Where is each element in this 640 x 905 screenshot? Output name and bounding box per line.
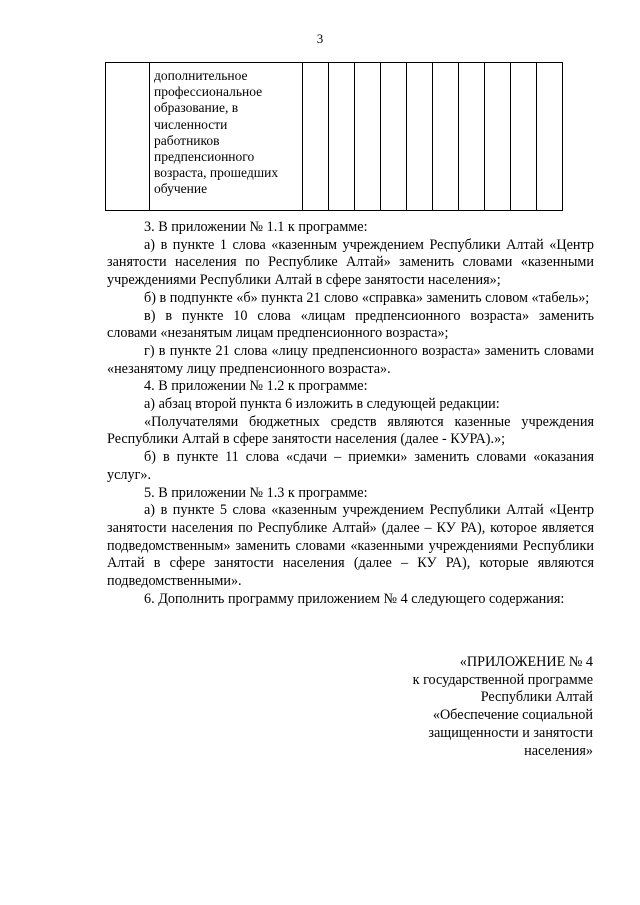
paragraph: а) абзац второй пункта 6 изложить в следующей редакции: — [144, 396, 500, 413]
document-body — [107, 219, 594, 608]
paragraph: а) в пункте 5 слова «казенным учреждением Республики Алтай «Центр занятости населения по Республике Алтай» (далее – КУ РА), которое является подведомственным» заменить словами «казенными учреждениями Республики Алтай в сфере занятости населения (далее – КУ РА), которые являются подведомственными». — [107, 502, 594, 590]
table-cell-empty — [303, 63, 329, 211]
table-cell-number — [106, 63, 150, 211]
page-number: 3 — [316, 31, 324, 46]
indicator-line: обучение — [154, 181, 208, 197]
table-cell-empty — [459, 63, 485, 211]
paragraph: 5. В приложении № 1.3 к программе: — [144, 484, 368, 501]
table-cell-empty — [511, 63, 537, 211]
table-cell-empty — [537, 63, 563, 211]
paragraph: «Получателями бюджетных средств являются казенные учреждения Республики Алтай в сфере занятости населения (далее - КУРА).»; — [107, 413, 594, 448]
indicator-line: образование, в — [154, 100, 239, 116]
paragraph: б) в подпункте «б» пункта 21 слово «справка» заменить словом «табель»; — [144, 289, 590, 306]
table-cell-empty — [355, 63, 381, 211]
paragraph: 6. Дополнить программу приложением № 4 следующего содержания: — [144, 590, 565, 607]
paragraph: в) в пункте 10 слова «лицам предпенсионного возраста» заменить словами «незанятым лицам предпенсионного возраста»; — [107, 307, 594, 342]
indicator-line: численности — [154, 116, 228, 132]
table-cell-empty — [407, 63, 433, 211]
indicator-line: работников — [154, 132, 220, 148]
continued-table-fragment — [105, 62, 563, 211]
table-cell-empty — [329, 63, 355, 211]
table-cell-empty — [433, 63, 459, 211]
appendix-line: к государственной программе — [412, 671, 593, 688]
appendix-line: населения» — [524, 742, 593, 759]
table-cell-empty — [381, 63, 407, 211]
paragraph: б) в пункте 11 слова «сдачи – приемки» заменить словами «оказания услуг». — [107, 449, 594, 483]
indicator-line: возраста, прошедших — [154, 165, 279, 181]
appendix-line: защищенности и занятости — [428, 724, 593, 741]
indicator-line: дополнительное — [154, 68, 248, 83]
paragraph: г) в пункте 21 слова «лицу предпенсионного возраста» заменить словами «незанятому лицу предпенсионного возраста». — [107, 342, 594, 377]
paragraph: 3. В приложении № 1.1 к программе: — [144, 219, 368, 235]
paragraph: 4. В приложении № 1.2 к программе: — [144, 378, 368, 395]
appendix-line: «ПРИЛОЖЕНИЕ № 4 — [459, 654, 593, 670]
appendix-line: «Обеспечение социальной — [432, 707, 593, 724]
paragraph: а) в пункте 1 слова «казенным учреждением Республики Алтай «Центр занятости населения по Республике Алтай» заменить словами «казенными учреждениями Республики Алтай в сфере занятости населения»; — [107, 236, 594, 289]
appendix-heading — [413, 654, 593, 760]
table-cell-empty — [485, 63, 511, 211]
indicator-line: профессиональное — [154, 84, 263, 100]
appendix-line: Республики Алтай — [480, 689, 593, 706]
table-cell-indicator — [150, 63, 303, 211]
table-row — [106, 63, 563, 211]
indicator-line: предпенсионного — [154, 149, 255, 165]
